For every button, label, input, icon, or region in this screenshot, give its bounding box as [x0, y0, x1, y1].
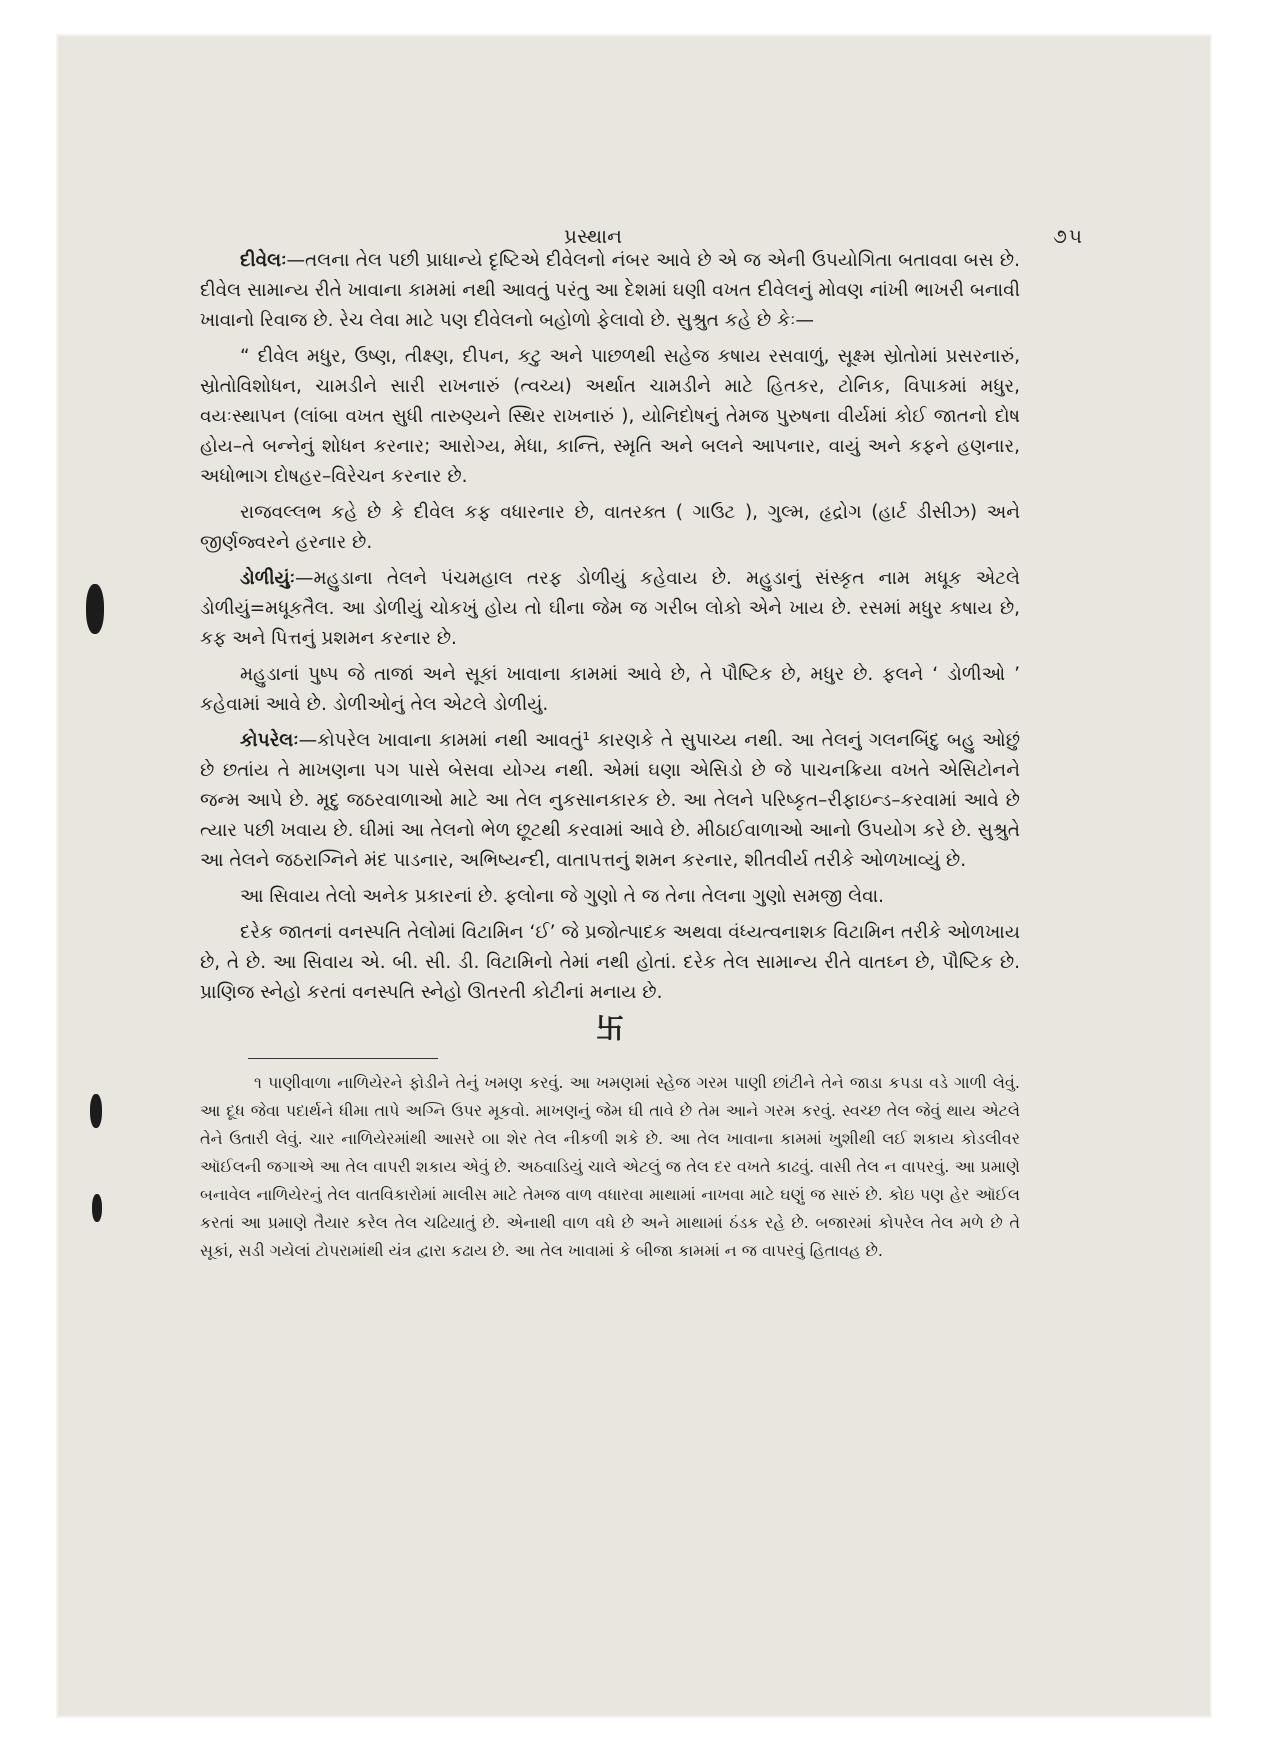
ink-blot: [92, 1194, 102, 1222]
paragraph-vitamins: [200, 918, 1020, 1008]
footnote-rule: [248, 1058, 438, 1059]
section-end-symbol: 卐: [595, 1012, 624, 1045]
running-title: પ્રસ્થાન: [564, 224, 623, 248]
paragraph-text: —મહુડાના તેલને પંચમહાલ તરફ ડોળીયું કહેવાય છે. મહુડાનું સંસ્કૃત નામ મધૂક એટલે ડોળીયું=મધૂકતૈલ. આ ડોળીયું ચોકખું હોય તો ઘીના જેમ જ ગરીબ લોકો એને ખાય છે. રસમાં મધુર કષાય છે, કફ અને પિત્તનું પ્રશમન કરનાર છે.: [200, 568, 1020, 649]
paragraph-sushruta-quote: [200, 342, 1020, 492]
paragraph-text: “ દીવેલ મધુર, ઉષ્ણ, તીક્ષ્ણ, દીપન, કટુ અને પાછળથી સહેજ કષાય રસવાળું, સૂક્ષ્મ સ્રોતોમાં પ્રસરનારું, સ્રોતોવિશોધન, ચામડીને સારી રાખનારું (ત્વચ્ય) અર્થાત ચામડીને માટે હિતકર, ટોનિક, વિપાકમાં મધુર, વયઃસ્થાપન (લાંબા વખત સુધી તારુણ્યને સ્થિર રાખનારું ), યોનિદોષનું તેમજ પુરુષના વીર્યમાં કોઈ જાતનો દોષ હોય–તે બન્નેનું શોધન કરનાર; આરોગ્ય, મેધા, કાન્તિ, સ્મૃતિ અને બલને આપનાર, વાયું અને કફને હણનાર, અધોભાગ દોષહર–વિરેચન કરનાર છે.: [200, 346, 1020, 487]
paragraph-divel: [200, 246, 1020, 336]
ink-blot: [90, 1094, 102, 1128]
page-number: ૭૫: [1052, 224, 1084, 248]
paragraph-term: દીવેલઃ: [240, 250, 287, 271]
paragraph-rajvallabh: [200, 498, 1020, 558]
paragraph-term: કોપરેલઃ: [240, 730, 299, 751]
paragraph-mahuda-flowers: [200, 660, 1020, 720]
paragraph-text: દરેક જાતનાં વનસ્પતિ તેલોમાં વિટામિન ‘ઈ’ જે પ્રજોત્પાદક અથવા વંધ્યત્વનાશક વિટામિન તરીકે ઓળખાય છે, તે છે. આ સિવાય એ. બી. સી. ડી. વિટામિનો તેમાં નથી હોતાં. દરેક તેલ સામાન્ય રીતે વાતઘ્ન છે, પૌષ્ટિક છે. પ્રાણિજ સ્નેહો કરતાં વનસ્પતિ સ્નેહો ઊતરતી કોટીનાં મનાય છે.: [200, 922, 1020, 1003]
paragraph-other-oils: [200, 882, 1020, 912]
body-text: [200, 246, 1020, 1265]
paragraph-text: —તલના તેલ પછી પ્રાધાન્યે દૃષ્ટિએ દીવેલનો નંબર આવે છે એ જ એની ઉપયોગિતા બતાવવા બસ છે. દીવેલ સામાન્ય રીતે ખાવાના કામમાં નથી આવતું પરંતુ આ દેશમાં ઘણી વખત દીવેલનું મોવણ નાંખી ભાખરી બનાવી ખાવાનો રિવાજ છે. રેચ લેવા માટે પણ દીવેલનો બહોળો ફેલાવો છે. સુશ્રુત કહે છે કેઃ—: [200, 250, 1020, 331]
paragraph-text: રાજવલ્લભ કહે છે કે દીવેલ કફ વધારનાર છે, વાતરક્ત ( ગાઉટ ), ગુલ્મ, હૃદ્રોગ (હાર્ટ ડીસીઝ) અને જીર્ણજ્વરને હરનાર છે.: [200, 502, 1020, 553]
paragraph-term: ડોળીયુંઃ: [240, 568, 295, 589]
paragraph-text: આ સિવાય તેલો અનેક પ્રકારનાં છે. ફલોના જે ગુણો તે જ તેના તેલના ગુણો સમજી લેવા.: [240, 886, 885, 907]
paragraph-text: —કોપરેલ ખાવાના કામમાં નથી આવતું¹ કારણકે તે સુપાચ્ય નથી. આ તેલનું ગલનબિંદુ બહુ ઓછું છે છતાંય તે માખણના પગ પાસે બેસવા યોગ્ય નથી. એમાં ઘણા એસિડો છે જે પાચનક્રિયા વખતે એસિટોનને જન્મ આપે છે. મૃદુ જઠરવાળાઓ માટે આ તેલ નુકસાનકારક છે. આ તેલને પરિષ્કૃત–રીફાઇન્ડ–કરવામાં આવે છે ત્યાર પછી ખવાય છે. ઘીમાં આ તેલનો ભેળ છૂટથી કરવામાં આવે છે. મીઠાઈવાળાઓ આનો ઉપયોગ કરે છે. સુશ્રુતે આ તેલને જઠરાગ્નિને મંદ પાડનાર, અભિષ્યન્દી, વાતાપત્તનું શમન કરનાર, શીતવીર્ય તરીકે ઓળખાવ્યું છે.: [200, 730, 1020, 871]
paragraph-doliyu: [200, 564, 1020, 654]
footnote: ૧ પાણીવાળા નાળિયેરને ફોડીને તેનું ખમણ કરવું. આ ખમણમાં સ્હેજ ગરમ પાણી છાંટીને તેને જાડા કપડા વડે ગાળી લેવું. આ દૂધ જેવા પદાર્થને ધીમા તાપે અગ્નિ ઉપર મૂકવો. માખણનું જેમ ઘી તાવે છે તેમ આને ગરમ કરવું. સ્વચ્છ તેલ જેવું થાય એટલે તેને ઉતારી લેવું. ચાર નાળિયેરમાંથી આસરે ૦।। શેર તેલ નીકળી શકે છે. આ તેલ ખાવાના કામમાં ખુશીથી લઈ શકાય કોડલીવર ઑઈલની જગાએ આ તેલ વાપરી શકાય એવું છે. અઠવાડિયું ચાલે એટલું જ તેલ દર વખતે કાઢવું. વાસી તેલ ન વાપરવું. આ પ્રમાણે બનાવેલ નાળિયેરનું તેલ વાતવિકારોમાં માલીસ માટે તેમજ વાળ વધારવા માથામાં નાખવા માટે ઘણું જ સારું છે. કોઇ પણ હેર ઑઈલ કરતાં આ પ્રમાણે તૈયાર કરેલ તેલ ચઢિયાતું છે. એનાથી વાળ વધે છે અને માથામાં ઠંડક રહે છે. બજારમાં કોપરેલ તેલ મળે છે તે સૂકાં, સડી ગયેલાં ટોપરામાંથી યંત્ર દ્વારા કઢાય છે. આ તેલ ખાવામાં કે બીજા કામમાં ન જ વાપરવું હિતાવહ છે.: [200, 1073, 1020, 1260]
paragraph-text: મહુડાનાં પુષ્પ જે તાજાં અને સૂકાં ખાવાના કામમાં આવે છે, તે પૌષ્ટિક છે, મધુર છે. ફલને ‘ ડોળીઓ ’ કહેવામાં આવે છે. ડોળીઓનું તેલ એટલે ડોળીયું.: [200, 664, 1020, 715]
ink-blot: [86, 584, 104, 634]
paragraph-koprel: [200, 726, 1020, 876]
